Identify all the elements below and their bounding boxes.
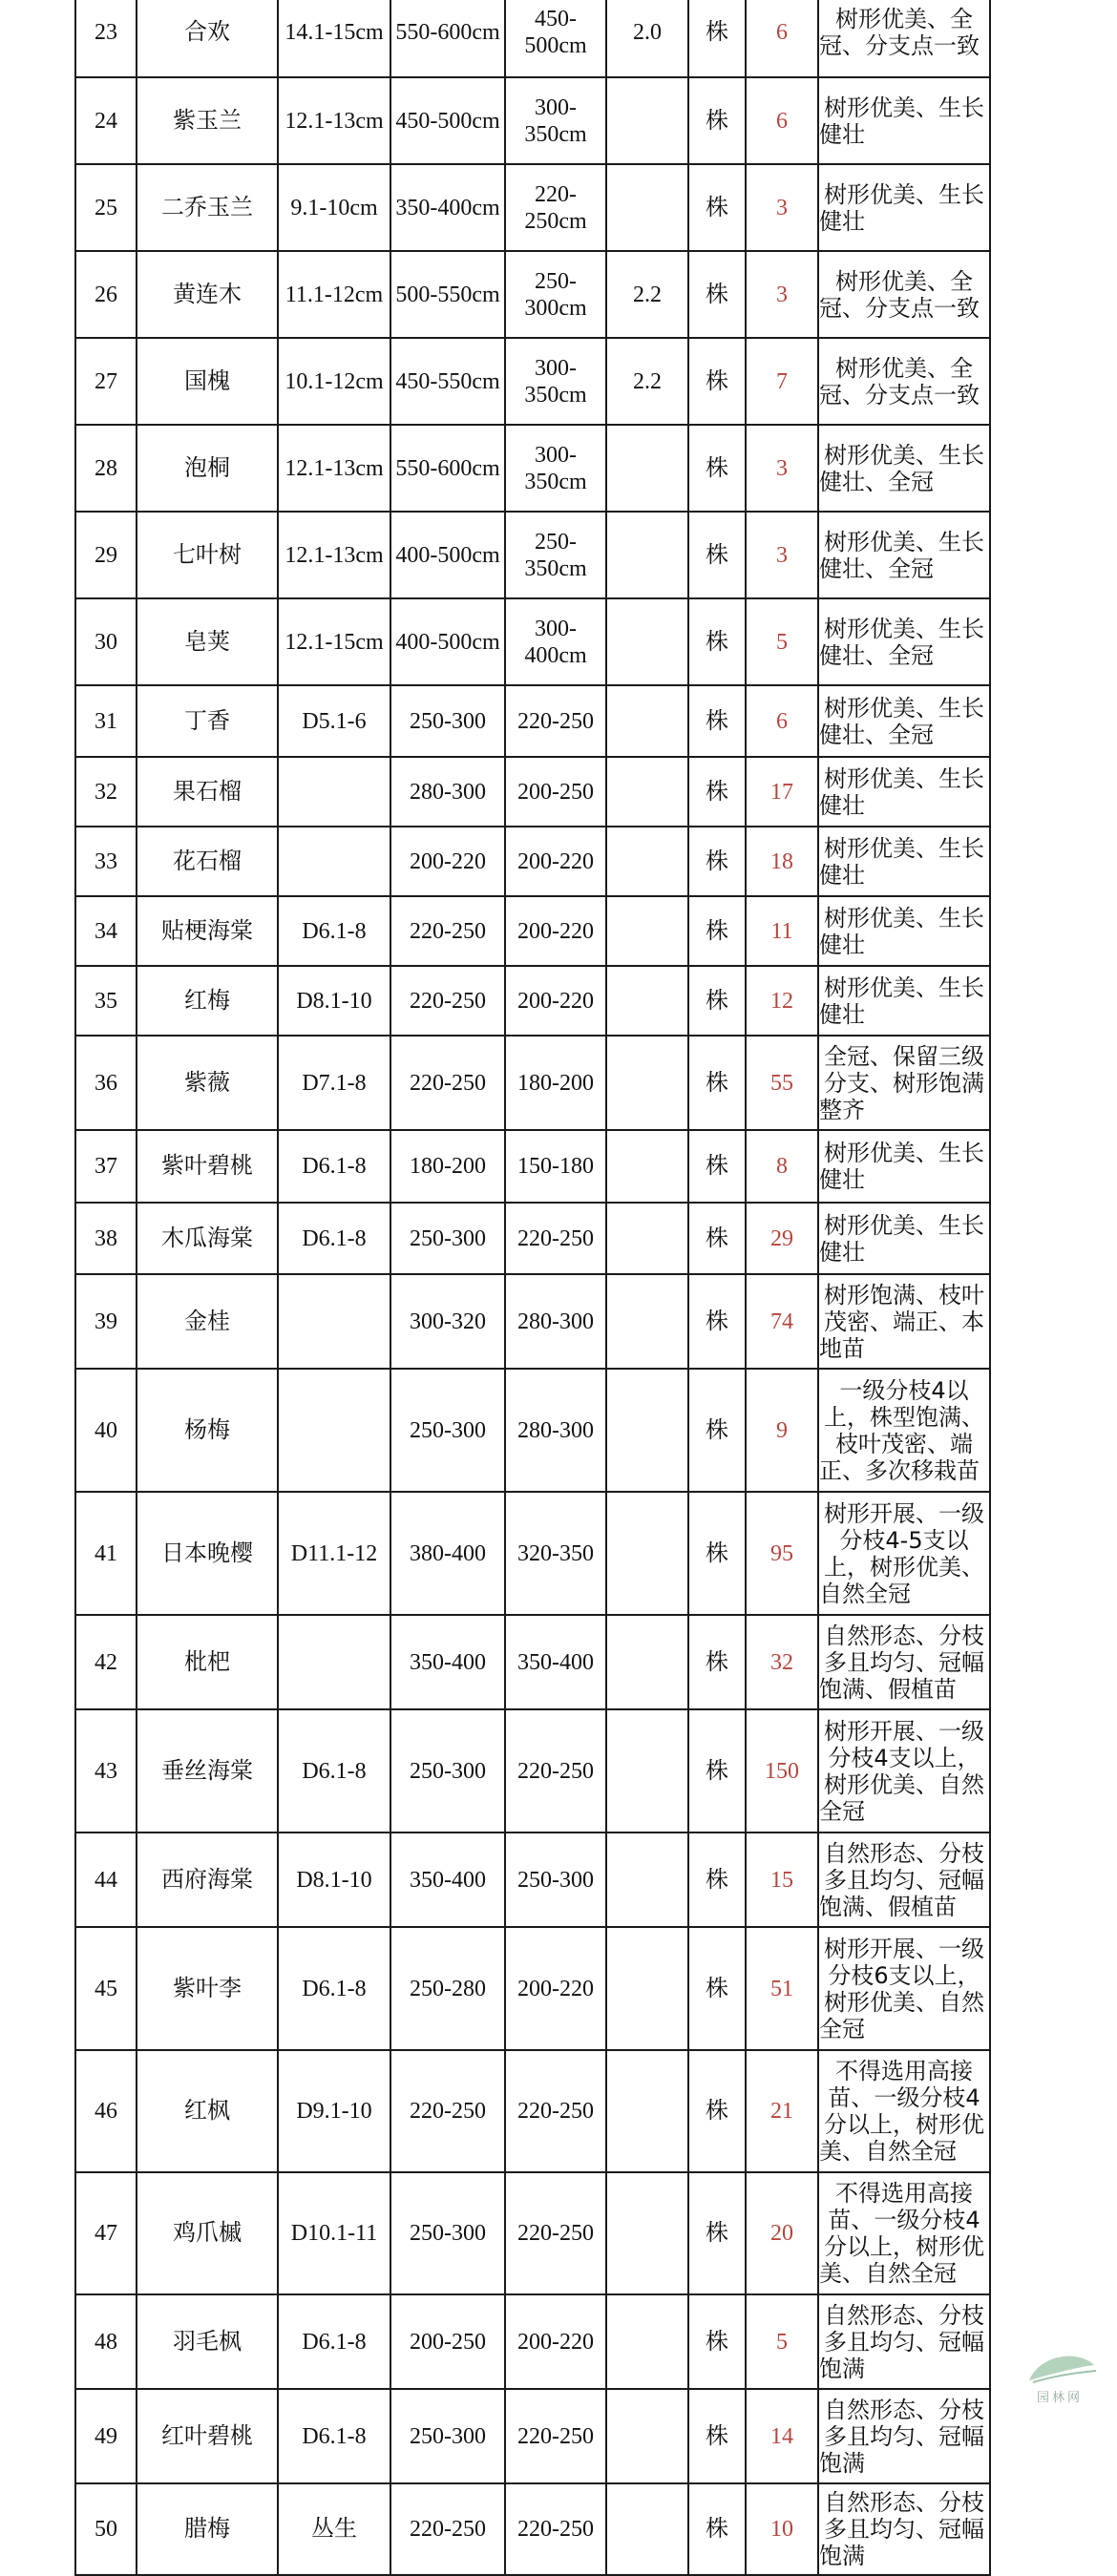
cell-diameter xyxy=(278,827,390,896)
cell-no: 49 xyxy=(75,2389,137,2483)
cell-height: 220-250 xyxy=(390,2050,505,2172)
cell-branch-point: 2.2 xyxy=(606,251,688,338)
cell-crown-width: 220-250 xyxy=(505,685,606,757)
cell-crown-width: 280-300 xyxy=(505,1369,606,1492)
cell-height: 250-300 xyxy=(390,2389,505,2483)
table-row xyxy=(75,1203,990,1274)
cell-quantity: 3 xyxy=(746,164,818,251)
cell-quantity: 7 xyxy=(746,338,818,425)
table-row xyxy=(75,77,990,164)
cell-quantity: 11 xyxy=(746,896,818,966)
cell-diameter: D6.1-8 xyxy=(278,2389,390,2483)
table-body xyxy=(75,0,990,2575)
cell-height: 250-300 xyxy=(390,1369,505,1492)
table-row xyxy=(75,2294,990,2389)
cell-diameter: D6.1-8 xyxy=(278,2294,390,2389)
cell-requirement: 树形优美、生长健壮 xyxy=(818,827,990,896)
table-row xyxy=(75,2389,990,2483)
cell-diameter: D6.1-8 xyxy=(278,1203,390,1274)
cell-branch-point xyxy=(606,966,688,1036)
cell-no: 31 xyxy=(75,685,137,757)
cell-diameter: D6.1-8 xyxy=(278,896,390,966)
cell-branch-point xyxy=(606,2389,688,2483)
cell-unit: 株 xyxy=(688,2483,746,2575)
cell-branch-point xyxy=(606,2172,688,2294)
cell-name: 金桂 xyxy=(137,1274,278,1369)
cell-quantity: 3 xyxy=(746,425,818,512)
cell-requirement: 不得选用高接苗、一级分枝4分以上，树形优美、自然全冠 xyxy=(818,2172,990,2294)
cell-quantity: 17 xyxy=(746,757,818,827)
cell-branch-point xyxy=(606,2483,688,2575)
cell-unit: 株 xyxy=(688,757,746,827)
table-row xyxy=(75,1709,990,1833)
table-row xyxy=(75,896,990,966)
cell-name: 西府海棠 xyxy=(137,1833,278,1927)
cell-height: 350-400 xyxy=(390,1833,505,1927)
cell-quantity: 18 xyxy=(746,827,818,896)
table-row xyxy=(75,1036,990,1130)
cell-height: 350-400cm xyxy=(390,164,505,251)
cell-unit: 株 xyxy=(688,512,746,598)
cell-branch-point: 2.0 xyxy=(606,0,688,77)
cell-branch-point xyxy=(606,1833,688,1927)
cell-branch-point xyxy=(606,685,688,757)
cell-quantity: 32 xyxy=(746,1615,818,1709)
cell-crown-width: 450-500cm xyxy=(505,0,606,77)
cell-crown-width: 300-350cm xyxy=(505,425,606,512)
cell-unit: 株 xyxy=(688,164,746,251)
cell-height: 400-500cm xyxy=(390,512,505,598)
table-row xyxy=(75,757,990,827)
cell-no: 29 xyxy=(75,512,137,598)
cell-quantity: 6 xyxy=(746,685,818,757)
cell-branch-point xyxy=(606,757,688,827)
cell-branch-point xyxy=(606,1130,688,1203)
cell-unit: 株 xyxy=(688,251,746,338)
cell-no: 38 xyxy=(75,1203,137,1274)
cell-crown-width: 320-350 xyxy=(505,1492,606,1615)
cell-name: 腊梅 xyxy=(137,2483,278,2575)
cell-no: 33 xyxy=(75,827,137,896)
cell-crown-width: 250-350cm xyxy=(505,512,606,598)
cell-unit: 株 xyxy=(688,685,746,757)
cell-diameter: 丛生 xyxy=(278,2483,390,2575)
table-row xyxy=(75,1130,990,1203)
cell-unit: 株 xyxy=(688,1130,746,1203)
table-row xyxy=(75,2172,990,2294)
cell-unit: 株 xyxy=(688,425,746,512)
cell-name: 日本晚樱 xyxy=(137,1492,278,1615)
cell-no: 41 xyxy=(75,1492,137,1615)
table-row xyxy=(75,512,990,598)
cell-crown-width: 220-250cm xyxy=(505,164,606,251)
table-row xyxy=(75,1833,990,1927)
leaf-logo-icon xyxy=(1012,2344,1107,2392)
cell-no: 42 xyxy=(75,1615,137,1709)
cell-no: 36 xyxy=(75,1036,137,1130)
cell-crown-width: 220-250 xyxy=(505,2483,606,2575)
table-row xyxy=(75,1615,990,1709)
cell-unit: 株 xyxy=(688,2294,746,2389)
cell-crown-width: 280-300 xyxy=(505,1274,606,1369)
cell-unit: 株 xyxy=(688,1492,746,1615)
cell-no: 30 xyxy=(75,598,137,685)
cell-no: 24 xyxy=(75,77,137,164)
cell-quantity: 9 xyxy=(746,1369,818,1492)
cell-name: 紫叶李 xyxy=(137,1927,278,2050)
cell-requirement: 自然形态、分枝多且均匀、冠幅饱满 xyxy=(818,2483,990,2575)
cell-quantity: 95 xyxy=(746,1492,818,1615)
cell-branch-point xyxy=(606,1274,688,1369)
cell-name: 垂丝海棠 xyxy=(137,1709,278,1833)
cell-diameter: D9.1-10 xyxy=(278,2050,390,2172)
table-row xyxy=(75,685,990,757)
cell-height: 220-250 xyxy=(390,1036,505,1130)
cell-diameter: 12.1-13cm xyxy=(278,512,390,598)
table-row xyxy=(75,2483,990,2575)
cell-unit: 株 xyxy=(688,1709,746,1833)
table-row xyxy=(75,1927,990,2050)
cell-name: 花石榴 xyxy=(137,827,278,896)
table-row xyxy=(75,251,990,338)
cell-unit: 株 xyxy=(688,1927,746,2050)
cell-requirement: 树形优美、全冠、分支点一致 xyxy=(818,0,990,77)
cell-requirement: 树形优美、生长健壮 xyxy=(818,1130,990,1203)
cell-height: 200-220 xyxy=(390,827,505,896)
cell-no: 32 xyxy=(75,757,137,827)
cell-branch-point xyxy=(606,1492,688,1615)
cell-branch-point xyxy=(606,2294,688,2389)
cell-crown-width: 220-250 xyxy=(505,2050,606,2172)
cell-diameter: 9.1-10cm xyxy=(278,164,390,251)
cell-unit: 株 xyxy=(688,827,746,896)
cell-quantity: 74 xyxy=(746,1274,818,1369)
watermark-logo xyxy=(1012,2344,1107,2411)
cell-requirement: 树形优美、生长健壮 xyxy=(818,164,990,251)
cell-requirement: 树形优美、生长健壮、全冠 xyxy=(818,425,990,512)
cell-no: 34 xyxy=(75,896,137,966)
cell-height: 450-550cm xyxy=(390,338,505,425)
cell-crown-width: 350-400 xyxy=(505,1615,606,1709)
cell-no: 46 xyxy=(75,2050,137,2172)
cell-height: 250-280 xyxy=(390,1927,505,2050)
cell-name: 紫薇 xyxy=(137,1036,278,1130)
cell-name: 国槐 xyxy=(137,338,278,425)
cell-crown-width: 200-220 xyxy=(505,1927,606,2050)
cell-branch-point xyxy=(606,1369,688,1492)
cell-name: 木瓜海棠 xyxy=(137,1203,278,1274)
plant-spec-table xyxy=(74,0,991,2576)
cell-name: 红梅 xyxy=(137,966,278,1036)
cell-diameter: D7.1-8 xyxy=(278,1036,390,1130)
cell-quantity: 21 xyxy=(746,2050,818,2172)
cell-height: 450-500cm xyxy=(390,77,505,164)
cell-height: 550-600cm xyxy=(390,425,505,512)
cell-diameter: 11.1-12cm xyxy=(278,251,390,338)
cell-height: 500-550cm xyxy=(390,251,505,338)
cell-no: 44 xyxy=(75,1833,137,1927)
cell-branch-point xyxy=(606,1203,688,1274)
cell-crown-width: 300-350cm xyxy=(505,77,606,164)
cell-no: 43 xyxy=(75,1709,137,1833)
table-row xyxy=(75,425,990,512)
cell-crown-width: 200-220 xyxy=(505,966,606,1036)
table-row xyxy=(75,827,990,896)
table-row xyxy=(75,1274,990,1369)
cell-unit: 株 xyxy=(688,1833,746,1927)
cell-unit: 株 xyxy=(688,1203,746,1274)
cell-quantity: 150 xyxy=(746,1709,818,1833)
cell-no: 25 xyxy=(75,164,137,251)
cell-no: 27 xyxy=(75,338,137,425)
cell-requirement: 树形优美、生长健壮 xyxy=(818,1203,990,1274)
cell-branch-point xyxy=(606,598,688,685)
cell-quantity: 5 xyxy=(746,598,818,685)
cell-name: 紫叶碧桃 xyxy=(137,1130,278,1203)
cell-diameter: D8.1-10 xyxy=(278,966,390,1036)
cell-no: 40 xyxy=(75,1369,137,1492)
cell-unit: 株 xyxy=(688,1036,746,1130)
cell-unit: 株 xyxy=(688,896,746,966)
cell-unit: 株 xyxy=(688,77,746,164)
cell-no: 47 xyxy=(75,2172,137,2294)
cell-name: 合欢 xyxy=(137,0,278,77)
cell-branch-point xyxy=(606,425,688,512)
watermark-text: 园林网 xyxy=(1036,2391,1083,2405)
cell-requirement: 不得选用高接苗、一级分枝4分以上，树形优美、自然全冠 xyxy=(818,2050,990,2172)
cell-diameter xyxy=(278,1369,390,1492)
cell-unit: 株 xyxy=(688,2050,746,2172)
cell-no: 45 xyxy=(75,1927,137,2050)
cell-no: 23 xyxy=(75,0,137,77)
cell-diameter xyxy=(278,1274,390,1369)
cell-quantity: 8 xyxy=(746,1130,818,1203)
cell-diameter: 12.1-15cm xyxy=(278,598,390,685)
cell-quantity: 3 xyxy=(746,512,818,598)
cell-crown-width: 220-250 xyxy=(505,1709,606,1833)
cell-quantity: 6 xyxy=(746,77,818,164)
table-row xyxy=(75,966,990,1036)
table-row xyxy=(75,164,990,251)
cell-quantity: 6 xyxy=(746,0,818,77)
cell-height: 280-300 xyxy=(390,757,505,827)
cell-name: 羽毛枫 xyxy=(137,2294,278,2389)
cell-quantity: 12 xyxy=(746,966,818,1036)
cell-requirement: 一级分枝4以上，株型饱满、枝叶茂密、端正、多次移栽苗 xyxy=(818,1369,990,1492)
cell-crown-width: 250-300 xyxy=(505,1833,606,1927)
cell-quantity: 29 xyxy=(746,1203,818,1274)
cell-quantity: 10 xyxy=(746,2483,818,2575)
cell-height: 220-250 xyxy=(390,966,505,1036)
cell-height: 200-250 xyxy=(390,2294,505,2389)
cell-requirement: 自然形态、分枝多且均匀、冠幅饱满 xyxy=(818,2389,990,2483)
cell-unit: 株 xyxy=(688,966,746,1036)
cell-requirement: 树形优美、生长健壮 xyxy=(818,966,990,1036)
cell-name: 泡桐 xyxy=(137,425,278,512)
cell-branch-point xyxy=(606,77,688,164)
cell-crown-width: 200-220 xyxy=(505,2294,606,2389)
cell-name: 皂荚 xyxy=(137,598,278,685)
cell-crown-width: 300-350cm xyxy=(505,338,606,425)
cell-crown-width: 300-400cm xyxy=(505,598,606,685)
cell-unit: 株 xyxy=(688,2172,746,2294)
cell-height: 250-300 xyxy=(390,2172,505,2294)
table-row xyxy=(75,598,990,685)
cell-diameter: 12.1-13cm xyxy=(278,77,390,164)
cell-height: 350-400 xyxy=(390,1615,505,1709)
cell-requirement: 树形优美、全冠、分支点一致 xyxy=(818,338,990,425)
cell-name: 贴梗海棠 xyxy=(137,896,278,966)
cell-unit: 株 xyxy=(688,338,746,425)
cell-quantity: 51 xyxy=(746,1927,818,2050)
cell-unit: 株 xyxy=(688,2389,746,2483)
table-row xyxy=(75,2050,990,2172)
cell-no: 37 xyxy=(75,1130,137,1203)
cell-unit: 株 xyxy=(688,0,746,77)
cell-branch-point: 2.2 xyxy=(606,338,688,425)
table-row xyxy=(75,1492,990,1615)
cell-no: 35 xyxy=(75,966,137,1036)
cell-requirement: 树形开展、一级分枝4支以上，树形优美、自然全冠 xyxy=(818,1709,990,1833)
cell-diameter: D6.1-8 xyxy=(278,1927,390,2050)
cell-crown-width: 200-220 xyxy=(505,896,606,966)
cell-requirement: 自然形态、分枝多且均匀、冠幅饱满、假植苗 xyxy=(818,1615,990,1709)
cell-diameter: D8.1-10 xyxy=(278,1833,390,1927)
cell-requirement: 树形优美、生长健壮、全冠 xyxy=(818,598,990,685)
cell-no: 26 xyxy=(75,251,137,338)
cell-requirement: 树形优美、生长健壮 xyxy=(818,77,990,164)
cell-branch-point xyxy=(606,1927,688,2050)
cell-crown-width: 200-220 xyxy=(505,827,606,896)
cell-branch-point xyxy=(606,1036,688,1130)
cell-branch-point xyxy=(606,827,688,896)
cell-crown-width: 180-200 xyxy=(505,1036,606,1130)
cell-quantity: 15 xyxy=(746,1833,818,1927)
cell-name: 黄连木 xyxy=(137,251,278,338)
cell-name: 鸡爪槭 xyxy=(137,2172,278,2294)
cell-diameter: 10.1-12cm xyxy=(278,338,390,425)
cell-requirement: 自然形态、分枝多且均匀、冠幅饱满 xyxy=(818,2294,990,2389)
cell-branch-point xyxy=(606,896,688,966)
cell-diameter: 12.1-13cm xyxy=(278,425,390,512)
cell-quantity: 3 xyxy=(746,251,818,338)
cell-requirement: 树形优美、生长健壮、全冠 xyxy=(818,685,990,757)
cell-requirement: 全冠、保留三级分支、树形饱满整齐 xyxy=(818,1036,990,1130)
cell-name: 七叶树 xyxy=(137,512,278,598)
cell-quantity: 14 xyxy=(746,2389,818,2483)
cell-diameter: D6.1-8 xyxy=(278,1709,390,1833)
cell-crown-width: 200-250 xyxy=(505,757,606,827)
cell-height: 220-250 xyxy=(390,896,505,966)
cell-name: 二乔玉兰 xyxy=(137,164,278,251)
cell-quantity: 55 xyxy=(746,1036,818,1130)
cell-crown-width: 150-180 xyxy=(505,1130,606,1203)
cell-branch-point xyxy=(606,512,688,598)
cell-diameter xyxy=(278,757,390,827)
cell-crown-width: 220-250 xyxy=(505,2172,606,2294)
table-row xyxy=(75,338,990,425)
cell-name: 杨梅 xyxy=(137,1369,278,1492)
cell-unit: 株 xyxy=(688,598,746,685)
cell-no: 39 xyxy=(75,1274,137,1369)
table-row xyxy=(75,1369,990,1492)
cell-height: 250-300 xyxy=(390,685,505,757)
cell-diameter xyxy=(278,1615,390,1709)
cell-unit: 株 xyxy=(688,1615,746,1709)
cell-diameter: D5.1-6 xyxy=(278,685,390,757)
cell-crown-width: 250-300cm xyxy=(505,251,606,338)
cell-height: 250-300 xyxy=(390,1203,505,1274)
cell-requirement: 树形开展、一级分枝4-5支以上，树形优美、自然全冠 xyxy=(818,1492,990,1615)
cell-requirement: 树形优美、生长健壮 xyxy=(818,896,990,966)
cell-requirement: 自然形态、分枝多且均匀、冠幅饱满、假植苗 xyxy=(818,1833,990,1927)
cell-branch-point xyxy=(606,1709,688,1833)
cell-height: 300-320 xyxy=(390,1274,505,1369)
cell-unit: 株 xyxy=(688,1369,746,1492)
cell-height: 220-250 xyxy=(390,2483,505,2575)
cell-height: 400-500cm xyxy=(390,598,505,685)
cell-name: 红叶碧桃 xyxy=(137,2389,278,2483)
cell-height: 380-400 xyxy=(390,1492,505,1615)
cell-crown-width: 220-250 xyxy=(505,1203,606,1274)
cell-crown-width: 220-250 xyxy=(505,2389,606,2483)
table-row xyxy=(75,0,990,77)
cell-name: 紫玉兰 xyxy=(137,77,278,164)
cell-name: 红枫 xyxy=(137,2050,278,2172)
cell-height: 550-600cm xyxy=(390,0,505,77)
cell-name: 枇杷 xyxy=(137,1615,278,1709)
cell-diameter: D10.1-11 xyxy=(278,2172,390,2294)
cell-name: 丁香 xyxy=(137,685,278,757)
cell-requirement: 树形优美、全冠、分支点一致 xyxy=(818,251,990,338)
cell-requirement: 树形优美、生长健壮、全冠 xyxy=(818,512,990,598)
cell-unit: 株 xyxy=(688,1274,746,1369)
cell-quantity: 5 xyxy=(746,2294,818,2389)
cell-branch-point xyxy=(606,1615,688,1709)
cell-diameter: D11.1-12 xyxy=(278,1492,390,1615)
cell-no: 48 xyxy=(75,2294,137,2389)
cell-diameter: D6.1-8 xyxy=(278,1130,390,1203)
cell-diameter: 14.1-15cm xyxy=(278,0,390,77)
cell-height: 250-300 xyxy=(390,1709,505,1833)
cell-requirement: 树形优美、生长健壮 xyxy=(818,757,990,827)
cell-quantity: 20 xyxy=(746,2172,818,2294)
cell-requirement: 树形饱满、枝叶茂密、端正、本地苗 xyxy=(818,1274,990,1369)
cell-no: 50 xyxy=(75,2483,137,2575)
cell-name: 果石榴 xyxy=(137,757,278,827)
cell-branch-point xyxy=(606,164,688,251)
cell-requirement: 树形开展、一级分枝6支以上，树形优美、自然全冠 xyxy=(818,1927,990,2050)
cell-branch-point xyxy=(606,2050,688,2172)
cell-no: 28 xyxy=(75,425,137,512)
cell-height: 180-200 xyxy=(390,1130,505,1203)
